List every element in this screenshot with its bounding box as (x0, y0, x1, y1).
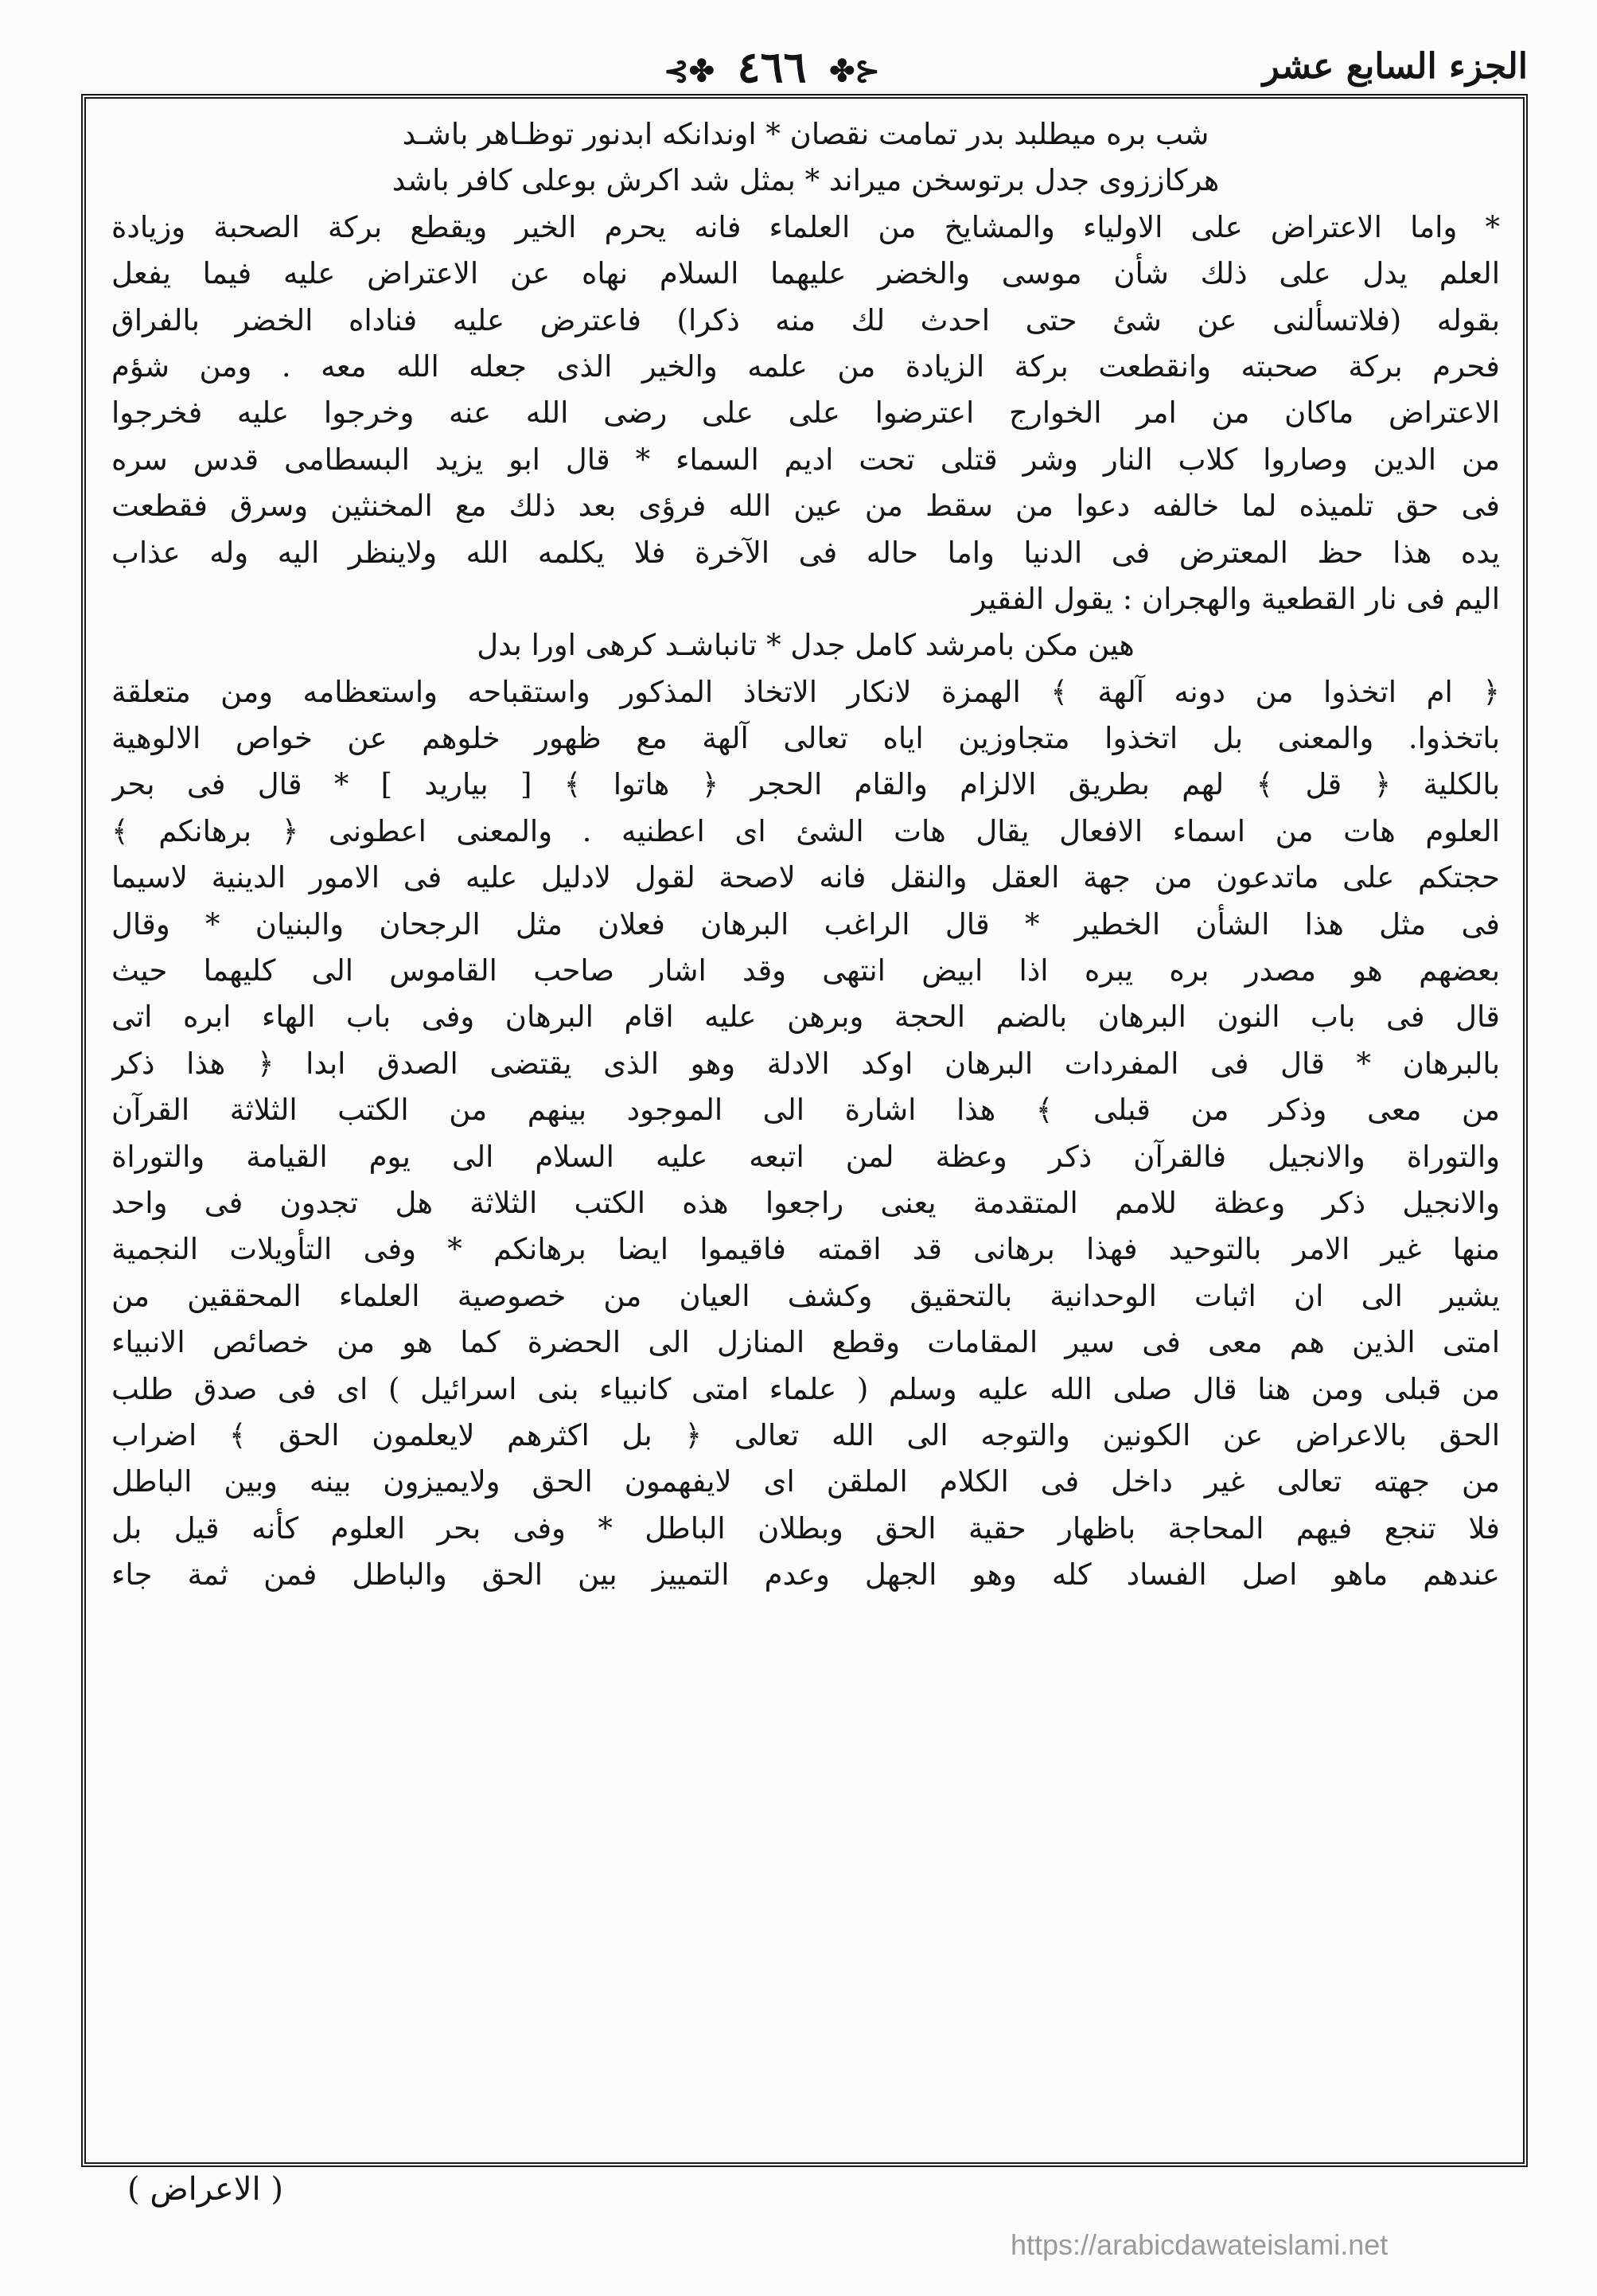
part-title: الجزء السابع عشر (1262, 46, 1528, 87)
text-line: بعضهم هو مصدر بره يبره اذا ابيض انتهى وقد اشار صاحب القاموس الى كليهما حيث (111, 953, 1500, 988)
text-line: فى مثل هذا الشأن الخطير * قال الراغب البرهان فعلان مثل الرجحان والبنيان * وقال (111, 906, 1500, 941)
text-line: بالبرهان * قال فى المفردات البرهان اوكد الادلة وهو الذى يقتضى الصدق ابدا ﴿ هذا ذكر (111, 1046, 1500, 1081)
text-line: قال فى باب النون البرهان بالضم الحجة وبرهن عليه اقام البرهان وفى باب الهاء ابره اتى (111, 1000, 1500, 1035)
text-line: عندهم ماهو اصل الفساد كله وهو الجهل وعدم التمييز بين الحق والباطل فمن ثمة جاء (111, 1557, 1500, 1592)
text-line: الاعتراض ماكان من امر الخوارج اعترضوا على على رضى الله عنه وخرجوا عليه فخرجوا (111, 396, 1500, 431)
text-line: العلم يدل على ذلك شأن موسى والخضر عليهما السلام نهاه عن الاعتراض عليه فيما يفعل (111, 256, 1500, 291)
text-line: ﴿ ام اتخذوا من دونه آلهة ﴾ الهمزة لانكار الاتخاذ المذكور واستقباحه واستعظامه ومن متعلقة (111, 674, 1500, 709)
text-line: الحق بالاعراض عن الكونين والتوجه الى الله تعالى ﴿ بل اكثرهم لايعلمون الحق ﴾ اضراب (111, 1417, 1500, 1452)
catchword: ( الاعراض ) (127, 2171, 283, 2208)
text-line: من الدين وصاروا كلاب النار وشر قتلى تحت اديم السماء * قال ابو يزيد البسطامى قدس سره (111, 442, 1500, 477)
verse-line: هركاززوى جدل برتوسخن ميراند * بمثل شد اكرش بوعلى كافر باشد (391, 163, 1220, 198)
text-line: فلا تنجع فيهم المحاجة باظهار حقية الحق وبطلان الباطل * وفى بحر العلوم كأنه قيل بل (111, 1511, 1500, 1546)
verse-line: هين مكن بامرشد كامل جدل * تانباشـد كرهى اورا بدل (477, 628, 1135, 663)
ornament-right-icon: ✤⊱ (663, 53, 715, 89)
ornament-left-icon: ⊰✤ (829, 53, 880, 89)
verse-line: شب بره ميطلبد بدر تمامت نقصان * اوندانكه ابدنور توظـاهر باشـد (402, 117, 1209, 151)
text-line: من معى وذكر من قبلى ﴾ هذا اشارة الى الموجود بينهم من الكتب الثلاثة القرآن (111, 1093, 1500, 1128)
text-line: العلوم هات من اسماء الافعال يقال هات الشئ اى اعطنيه . والمعنى اعطونى ﴿ برهانكم ﴾ (111, 813, 1500, 848)
text-body (111, 111, 1500, 2157)
text-line: فى حق تلميذه لما خالفه دعوا من سقط من عين الله فرؤى بعد ذلك مع المخنثين وسرق فقطعت (111, 489, 1500, 524)
watermark-url: https://arabicdawateislami.net (1011, 2228, 1389, 2261)
text-line: بقوله (فلاتسألنى عن شئ حتى احدث لك منه ذكرا) فاعترض عليه فناداه الخضر بالفراق (111, 302, 1500, 337)
text-line: من قبلى ومن هنا قال صلى الله عليه وسلم ( علماء امتى كانبياء بنى اسرائيل ) اى فى صدق طلب (111, 1371, 1500, 1406)
text-line: فحرم بركة صحبته وانقطعت بركة الزيادة من علمه والخير الذى جعله الله معه . ومن شؤم (111, 349, 1500, 384)
text-line: يشير الى ان اثبات الوحدانية بالتحقيق وكشف العيان من خصوصية العلماء المحققين من (111, 1278, 1500, 1313)
text-line: اليم فى نار القطعية والهجران : يقول الفقير (972, 581, 1500, 616)
text-line: * واما الاعتراض على الاولياء والمشايخ من العلماء فانه يحرم الخير ويقطع بركة الصحبة وزيادة (111, 209, 1500, 244)
text-line: منها غير الامر بالتوحيد فهذا برهانى قد اقمته فاقيموا ايضا برهانكم * وفى التأويلات النجمية (111, 1232, 1500, 1267)
text-line: والانجيل ذكر وعظة للامم المتقدمة يعنى راجعوا هذه الكتب الثلاثة هل تجدون فى واحد (111, 1185, 1500, 1220)
page-number: ٤٦٦ (737, 41, 807, 92)
text-line: يده هذا حظ المعترض فى الدنيا واما حاله فى الآخرة فلا يكلمه الله ولاينظر اليه وله عذاب (111, 535, 1500, 570)
text-line: امتى الذين هم معى فى سير المقامات وقطع المنازل الى الحضرة كما هو من خصائص الانبياء (111, 1325, 1500, 1360)
text-line: بالكلية ﴿ قل ﴾ لهم بطريق الالزام والقام الحجر ﴿ هاتوا ﴾ [ بياريد ] * قال فى بحر (111, 767, 1500, 802)
text-line: حجتكم على ماتدعون من جهة العقل والنقل فانه لاصحة لقول لادليل عليه فى الامور الدينية لاسيما (111, 860, 1500, 895)
page-number-block (652, 41, 891, 92)
text-line: باتخذوا. والمعنى بل اتخذوا متجاوزين اياه تعالى آلهة مع ظهور خلوهم عن خواص الالوهية (111, 721, 1500, 756)
text-line: من جهته تعالى غير داخل فى الكلام الملقن اى لايفهمون الحق ولايميزون بينه وبين الباطل (111, 1464, 1500, 1499)
text-line: والتوراة والانجيل فالقرآن ذكر وعظة لمن اتبعه عليه السلام الى يوم القيامة والتوراة (111, 1139, 1500, 1174)
